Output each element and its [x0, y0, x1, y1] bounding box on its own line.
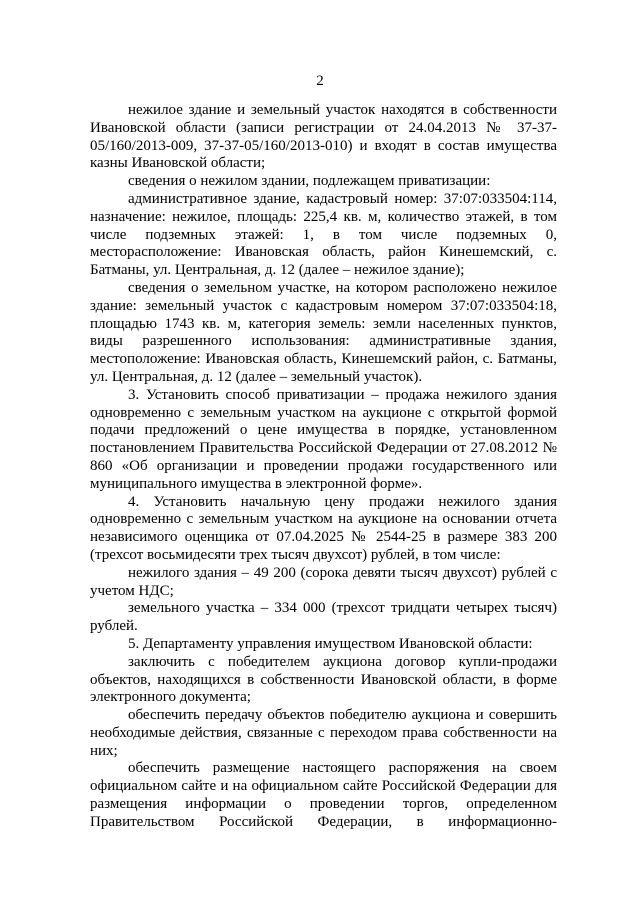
paragraph-ensure-transfer: обеспечить передачу объектов победителю аукциона и совершить необходимые действия, связанные с переходом права собственности на них; [90, 707, 557, 759]
paragraph-land-details: сведения о земельном участке, на котором расположено нежилое здание: земельный участок с кадастровым номером 37:07:033504:18, площадью 1743 кв. м, категория земель: земли населенных пунктов, виды разрешенного использования: административные здания, местоположение: Ивановская область, Кинешемский район, с. Батманы, ул. Центральная, д. 12 (далее – земельный участок). [90, 279, 557, 385]
paragraph-building-price: нежилого здания – 49 200 (сорока девяти тысяч двухсот) рублей с учетом НДС; [90, 564, 557, 599]
paragraph-item-5: 5. Департаменту управления имуществом Ивановской области: [128, 635, 533, 652]
paragraph-land-price: земельного участка – 334 000 (трехсот тридцати четырех тысяч) рублей. [90, 600, 557, 635]
paragraph-item-3: 3. Установить способ приватизации – продажа нежилого здания одновременно с земельным участком на аукционе с открытой формой подачи предложений о цене имущества в порядке, установленном постановлением Правительства Российской Федерации от 27.08.2012 № 860 «Об организации и проведении продажи государственного или муниципального имущества в электронной форме». [90, 386, 557, 492]
document-body [90, 102, 557, 832]
paragraph-building-details: административное здание, кадастровый номер: 37:07:033504:114, назначение: нежилое, площадь: 225,4 кв. м, количество этажей, в том числе подземных этажей: 1, в том числе подземных 0, месторасположение: Ивановская область, район Кинешемский, с. Батманы, ул. Центральная, д. 12 (далее – нежилое здание); [90, 190, 557, 279]
paragraph-item-4: 4. Установить начальную цену продажи нежилого здания одновременно с земельным участком на аукционе на основании отчета независимого оценщика от 07.04.2025 № 2544-25 в размере 383 200 (трехсот восьмидесяти трех тысяч двухсот) рублей, в том числе: [90, 493, 557, 563]
paragraph-conclude-contract: заключить с победителем аукциона договор купли-продажи объектов, находящихся в собственности Ивановской области, в форме электронного документа; [90, 653, 557, 706]
paragraph-ensure-publication: обеспечить размещение настоящего распоряжения на своем официальном сайте и на официальном сайте Российской Федерации для размещения информации о проведении торгов, определенном Правительством Российской Федерации, в информационно- [90, 760, 557, 830]
page-number: 2 [316, 73, 324, 89]
paragraph-building-intro: сведения о нежилом здании, подлежащем приватизации: [128, 173, 491, 190]
paragraph-ownership: нежилое здание и земельный участок находятся в собственности Ивановской области (записи регистрации от 24.04.2013 № 37-37-05/160/2013-009, 37-37-05/160/2013-010) и входят в состав имущества казны Ивановской области; [90, 102, 557, 172]
